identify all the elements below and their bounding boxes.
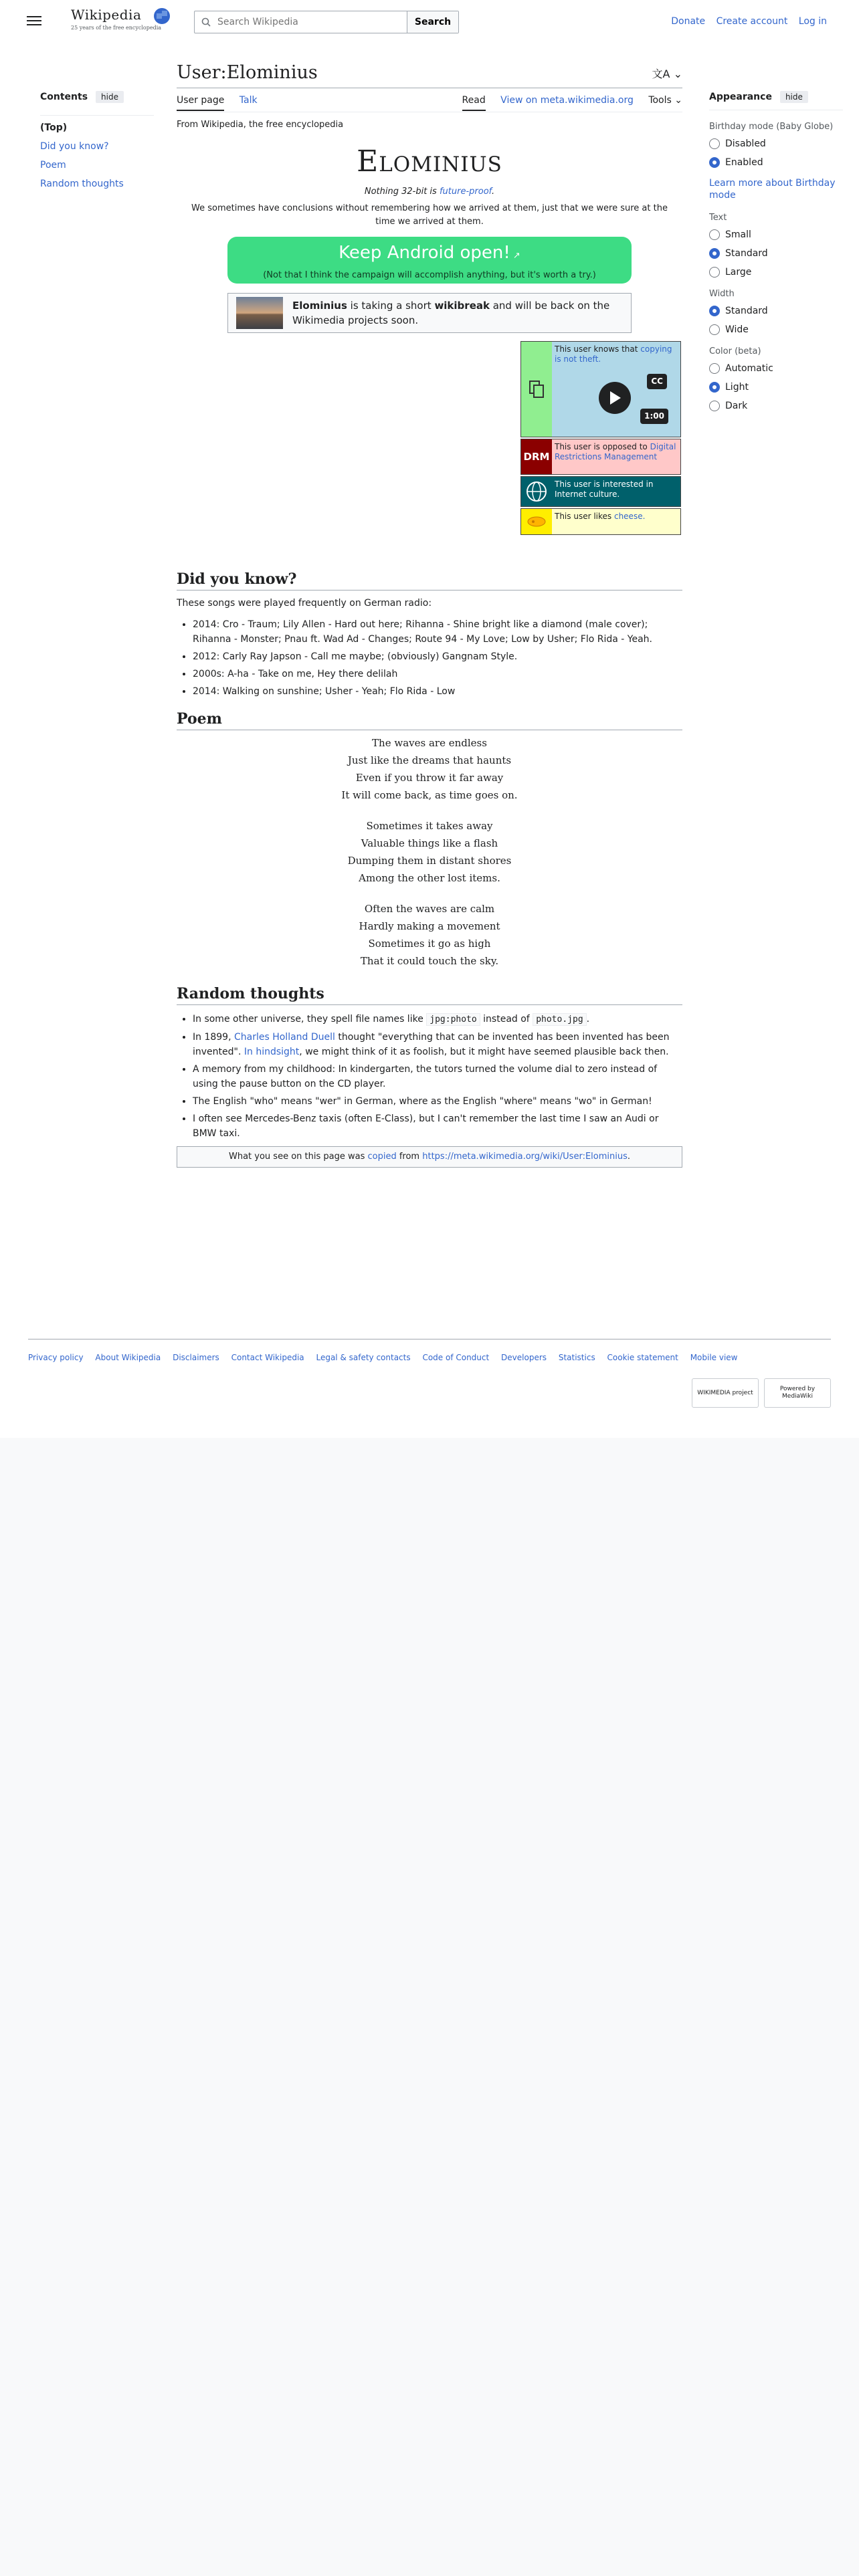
list-item: • 2014: Cro - Traum; Lily Allen - Hard out here; Rihanna - Shine bright like a diamond (male cover); Rihanna - Monster; Pnau ft. Wad Ad - Changes; Route 94 - My Love; Low by Usher; Flo Rida - Yeah. <box>193 617 682 647</box>
sunset-image <box>236 297 283 329</box>
radio-birthday-disabled[interactable] <box>709 138 843 149</box>
text-label: Text <box>709 213 727 223</box>
list-item: • 2012: Carly Ray Japson - Call me maybe; (obviously) Gangnam Style. <box>193 649 682 664</box>
userbox-cheese <box>520 508 681 535</box>
text: from <box>396 1152 423 1162</box>
heading-did-you-know: Did you know? <box>177 568 682 591</box>
radio-dot <box>709 248 720 259</box>
footer-link-coc[interactable]: Code of Conduct <box>422 1353 490 1362</box>
radio-label: Standard <box>725 306 768 316</box>
text: What you see on this page was <box>228 1152 368 1162</box>
footer-link-mobile[interactable]: Mobile view <box>690 1353 738 1362</box>
tab-tools[interactable]: Tools ⌄ <box>648 95 682 106</box>
header <box>0 0 859 43</box>
radio-label: Dark <box>725 401 748 411</box>
tab-talk[interactable]: Talk <box>239 95 258 106</box>
radio-birthday-enabled[interactable] <box>709 157 843 168</box>
puzzle-globe-icon <box>153 7 171 25</box>
toc-hide-button[interactable]: hide <box>96 91 124 103</box>
radio-label: Wide <box>725 324 749 335</box>
poem-line: Hardly making a movement <box>359 920 500 932</box>
mediawiki-badge[interactable]: Powered by MediaWiki <box>764 1378 831 1408</box>
footer <box>28 1339 831 1400</box>
text-size-group <box>709 212 843 278</box>
poem-line: Sometimes it takes away <box>366 820 493 832</box>
wikibreak-user: Elominius <box>292 300 347 312</box>
footer-link-statistics[interactable]: Statistics <box>558 1353 595 1362</box>
radio-dot <box>709 324 720 335</box>
poem-line: Sometimes it go as high <box>368 938 491 950</box>
tab-view-on-meta[interactable]: View on meta.wikimedia.org <box>500 95 634 106</box>
logo-tagline: 25 years of the free encyclopedia <box>71 25 162 31</box>
poem-line: It will come back, as time goes on. <box>341 789 518 801</box>
play-icon <box>609 391 621 405</box>
birthday-label: Birthday mode (Baby Globe) <box>709 122 834 132</box>
android-subtitle: (Not that I think the campaign will accomplish anything, but it's worth a try.) <box>263 270 596 280</box>
radio-text-large[interactable] <box>709 267 843 278</box>
userbox-cheese-text: This user likes <box>555 512 614 521</box>
meta-url-link[interactable]: https://meta.wikimedia.org/wiki/User:Elominius <box>422 1152 628 1162</box>
motto <box>177 185 682 199</box>
random-list <box>177 1012 682 1141</box>
poem-stanza <box>177 817 682 887</box>
radio-dot <box>709 138 720 149</box>
toc-item-top[interactable]: (Top) <box>40 122 68 133</box>
width-group <box>709 288 843 335</box>
text: instead of <box>480 1014 533 1025</box>
poem-line: Even if you throw it far away <box>355 772 504 784</box>
wikibreak-word: wikibreak <box>434 300 490 312</box>
text: . <box>586 1014 590 1025</box>
footer-links <box>28 1353 831 1362</box>
cc-button[interactable]: CC <box>647 374 667 389</box>
list-item: • A memory from my childhood: In kindergarten, the tutors turned the volume dial to zero instead of using the pause button on the CD player. <box>193 1062 682 1091</box>
external-link-icon: ↗ <box>510 251 520 261</box>
language-icon[interactable]: 文A ⌄ <box>652 68 682 80</box>
charles-duell-link[interactable]: Charles Holland Duell <box>233 1032 335 1043</box>
radio-label: Enabled <box>725 157 763 168</box>
list-item: • The English "who" means "wer" in German, where as the English "where" means "wo" in German! <box>193 1094 682 1109</box>
dyk-list <box>177 617 682 699</box>
poem-line: That it could touch the sky. <box>360 955 499 967</box>
footer-link-developers[interactable]: Developers <box>501 1353 547 1362</box>
toc-item-random-thoughts[interactable]: Random thoughts <box>40 179 124 189</box>
future-proof-link[interactable]: future-proof <box>439 187 492 197</box>
radio-label: Automatic <box>725 363 773 374</box>
list-item: • I often see Mercedes-Benz taxis (often E-Class), but I can't remember the last time I saw an Audi or BMW taxi. <box>193 1111 682 1141</box>
userbox-drm <box>520 439 681 475</box>
copied-link[interactable]: copied <box>367 1152 397 1162</box>
keep-android-open-banner[interactable] <box>227 237 632 284</box>
userbox-drm-text: This user is opposed to <box>555 442 650 451</box>
poem-line: Valuable things like a flash <box>361 837 498 849</box>
user-name-heading: Elominius <box>357 144 502 179</box>
heading-random-thoughts: Random thoughts <box>177 983 682 1005</box>
radio-width-standard[interactable] <box>709 306 843 316</box>
search-input[interactable] <box>216 16 403 28</box>
poem-line: Among the other lost items. <box>359 872 500 884</box>
userbox-copying <box>520 341 681 437</box>
user-links <box>663 16 827 27</box>
tools-label: Tools <box>648 95 672 106</box>
radio-dot <box>709 382 720 393</box>
code: photo.jpg <box>533 1013 586 1026</box>
userbox-internet-culture <box>520 476 681 507</box>
radio-text-standard[interactable] <box>709 248 843 259</box>
footer-link-cookies[interactable]: Cookie statement <box>607 1353 678 1362</box>
radio-label: Disabled <box>725 138 766 149</box>
radio-color-light[interactable] <box>709 382 843 393</box>
list-item: • 2014: Walking on sunshine; Usher - Yeah; Flo Rida - Low <box>193 684 682 699</box>
toc-title: Contents <box>40 92 88 102</box>
logo-wordmark: Wikipedia <box>71 7 142 23</box>
wikibreak-notice <box>227 293 632 333</box>
radio-label: Light <box>725 382 749 393</box>
main-menu-icon[interactable] <box>27 13 41 28</box>
radio-label: Large <box>725 267 752 278</box>
width-label: Width <box>709 289 735 299</box>
poem-line: Just like the dreams that haunts <box>347 754 512 766</box>
copied-notice <box>177 1146 682 1168</box>
footer-link-privacy[interactable]: Privacy policy <box>28 1353 84 1362</box>
footer-badges <box>692 1378 831 1408</box>
text: In 1899, <box>193 1032 234 1043</box>
radio-width-wide[interactable] <box>709 324 843 335</box>
list-item <box>193 1012 682 1027</box>
toc-item-did-you-know[interactable]: Did you know? <box>40 141 109 152</box>
hindsight-link[interactable]: In hindsight <box>244 1047 300 1057</box>
globe-icon <box>521 477 552 506</box>
wikibreak-text-2: and will be back on the Wikimedia projects soon. <box>292 300 610 326</box>
page-title-bar <box>177 60 682 88</box>
search-form <box>194 11 459 33</box>
cheese-link[interactable]: cheese. <box>613 512 646 521</box>
radio-dot <box>709 363 720 374</box>
main-content <box>177 118 682 1168</box>
radio-dot <box>709 267 720 278</box>
radio-label: Standard <box>725 248 768 259</box>
search-box <box>195 11 407 33</box>
drm-label: DRM <box>521 439 552 474</box>
motto-text: Nothing 32-bit is <box>364 187 440 197</box>
wikipedia-logo[interactable] <box>71 7 171 31</box>
poem-stanza <box>177 900 682 970</box>
appearance-title: Appearance <box>709 92 772 102</box>
userbox-internet-text: This user is interested in Internet culture. <box>552 477 680 506</box>
appearance-panel <box>709 91 843 419</box>
poem-stanza <box>177 734 682 804</box>
text: In some other universe, they spell file names like <box>193 1014 427 1025</box>
tab-read[interactable]: Read <box>462 92 486 111</box>
android-title: Keep Android open! <box>339 243 510 263</box>
code: jpg:photo <box>426 1013 480 1026</box>
color-label: Color (beta) <box>709 346 761 356</box>
learn-more-birthday-link[interactable]: Learn more about Birthday mode <box>709 178 836 201</box>
donate-link[interactable]: Donate <box>671 16 706 27</box>
userboxes <box>177 333 682 528</box>
motto-period: . <box>492 187 495 197</box>
footer-link-about[interactable]: About Wikipedia <box>95 1353 161 1362</box>
wikimedia-badge[interactable]: WIKIMEDIA project <box>692 1378 759 1408</box>
poem-line: Often the waves are calm <box>364 903 495 915</box>
list-item <box>193 1030 682 1059</box>
footer-link-disclaimers[interactable]: Disclaimers <box>173 1353 219 1362</box>
text: thought "everything that can be invented has been invented has been invented". <box>193 1032 670 1057</box>
page-title: User:Elominius <box>177 62 318 83</box>
birthday-mode-group <box>709 121 843 201</box>
play-button[interactable] <box>599 382 631 414</box>
radio-text-small[interactable] <box>709 229 843 240</box>
wikibreak-text-1: is taking a short <box>347 300 435 312</box>
cheese-icon <box>521 509 552 534</box>
page-tabs <box>177 92 682 112</box>
drm-link[interactable]: Digital Restrictions Management <box>555 442 676 461</box>
search-button[interactable]: Search <box>407 11 458 33</box>
footer-link-legal[interactable]: Legal & safety contacts <box>316 1353 411 1362</box>
quote: We sometimes have conclusions without remembering how we arrived at them, just that we were sure at the time we arrived at them. <box>191 203 668 227</box>
table-of-contents <box>40 91 154 197</box>
from-wikipedia: From Wikipedia, the free encyclopedia <box>177 120 344 130</box>
list-item: • 2000s: A-ha - Take on me, Hey there delilah <box>193 667 682 681</box>
search-icon <box>201 17 211 27</box>
radio-dot <box>709 157 720 168</box>
poem-line: The waves are endless <box>372 737 487 749</box>
wikibreak-text <box>292 298 623 328</box>
text: . <box>627 1152 631 1162</box>
heading-poem: Poem <box>177 708 682 730</box>
radio-dot <box>709 229 720 240</box>
video-duration: 1:00 <box>640 409 668 424</box>
appearance-hide-button[interactable]: hide <box>780 91 808 103</box>
poem <box>177 734 682 970</box>
toc-item-poem[interactable]: Poem <box>40 160 66 171</box>
userbox-copying-text: This user knows that <box>555 344 641 354</box>
copying-link[interactable]: copying is not theft. <box>555 344 672 364</box>
radio-color-automatic[interactable] <box>709 363 843 374</box>
radio-dot <box>709 401 720 411</box>
radio-dot <box>709 306 720 316</box>
radio-label: Small <box>725 229 751 240</box>
footer-link-contact[interactable]: Contact Wikipedia <box>231 1353 304 1362</box>
color-group <box>709 346 843 411</box>
poem-line: Dumping them in distant shores <box>347 855 512 867</box>
login-link[interactable]: Log in <box>798 16 827 27</box>
text: , we might think of it as foolish, but it might have seemed plausible back then. <box>299 1047 669 1057</box>
copy-icon <box>521 342 552 437</box>
tab-user-page[interactable]: User page <box>177 92 224 111</box>
radio-color-dark[interactable] <box>709 401 843 411</box>
create-account-link[interactable]: Create account <box>716 16 788 27</box>
dyk-intro: These songs were played frequently on German radio: <box>177 598 432 609</box>
